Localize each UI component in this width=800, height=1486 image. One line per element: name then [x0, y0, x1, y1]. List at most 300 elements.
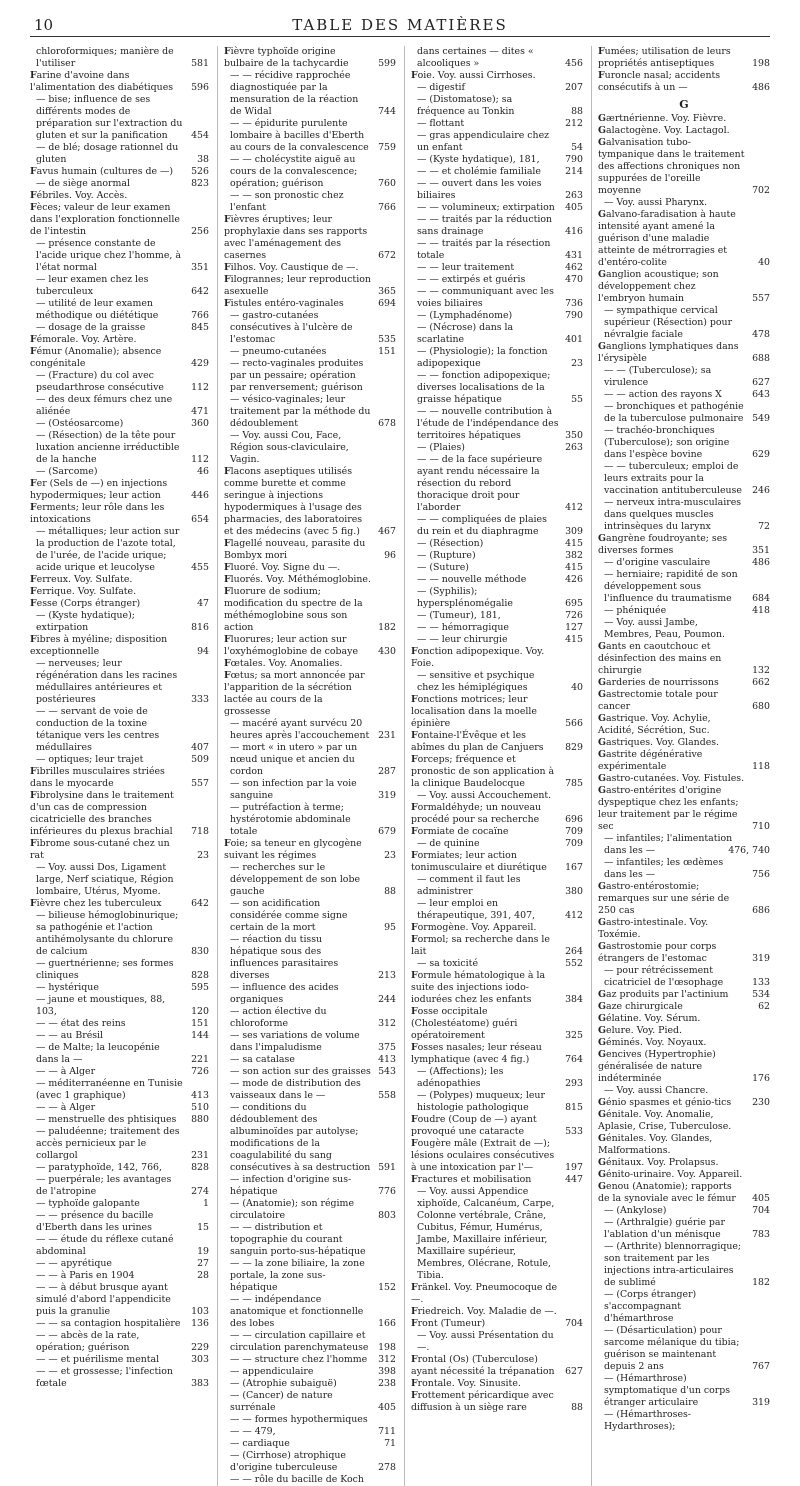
entry-text: — (Rupture) — [417, 550, 476, 561]
entry-text: Foudre (Coup de —) ayant provoqué une cataracte — [411, 1114, 537, 1137]
entry-text: Gastrectomie totale pour cancer — [598, 689, 718, 712]
entry-page-number: 263 — [565, 442, 583, 453]
entry-text: Fosse occipitale (Cholestéatome) guéri opératoirement — [411, 1006, 518, 1041]
index-entry — [411, 1090, 583, 1114]
entry-text: — présence constante de l'acide urique chez l'homme, à l'état normal — [36, 238, 181, 273]
entry-page-number: 72 — [758, 521, 770, 532]
entry-page-number: 405 — [565, 202, 583, 213]
entry-text: Fœtales. Voy. Anomalies. — [224, 658, 343, 669]
index-entry — [224, 934, 396, 982]
entry-text: — (Désarticulation) pour sarcome mélanique du tibia; guérison se maintenant depuis 2 ans — [604, 1325, 740, 1372]
entry-text: — — ouvert dans les voies biliaires — [417, 178, 542, 201]
entry-text: — son action sur des graisses — [230, 1066, 371, 1077]
entry-text: — — distribution et topographie du courant sanguin porto-sus-hépatique — [230, 1222, 366, 1257]
index-entry — [598, 833, 770, 857]
index-entry — [411, 94, 583, 118]
entry-text: — bise; influence de ses différents modes de préparation sur l'extraction du gluten et sur la panification — [36, 94, 183, 141]
entry-text: — infantiles; les œdèmes dans les — — [604, 857, 724, 880]
entry-page-number: 766 — [191, 310, 209, 321]
entry-text: Frontale. Voy. Sinusite. — [411, 1378, 521, 1389]
index-entry — [224, 634, 396, 658]
entry-text: — — sa contagion hospitalière — [36, 1318, 181, 1329]
entry-text: — Voy. aussi Présentation du —. — [417, 1330, 554, 1353]
entry-text: — — rôle du bacille de Koch — [230, 1474, 364, 1485]
index-entry — [411, 82, 583, 94]
index-entry — [411, 874, 583, 898]
entry-page-number: 230 — [752, 1097, 770, 1108]
index-entry — [224, 1006, 396, 1030]
entry-text: — puerpérale; les avantages de l'atropine — [36, 1174, 172, 1197]
entry-text: — (Cirrhose) atrophique d'origine tuberculeuse — [230, 1450, 346, 1473]
entry-text: — — nouvelle contribution à l'étude de l'indépendance des territoires hépatiques — [417, 406, 559, 441]
index-entry — [598, 209, 770, 269]
index-entry — [598, 425, 770, 461]
index-entry — [30, 322, 209, 334]
index-entry — [411, 1042, 583, 1066]
entry-text: Fränkel. Voy. Pneumocoque de —. — [411, 1282, 557, 1305]
entry-text: Fièvres éruptives; leur prophylaxie dans ses rapports avec l'aménagement des casernes — [224, 214, 368, 261]
index-entry — [224, 574, 396, 586]
entry-text: — de siège anormal — [36, 178, 131, 189]
entry-text: — (Nécrose) dans la scarlatine — [417, 322, 514, 345]
entry-text: — gras appendiculaire chez un enfant — [417, 130, 550, 153]
index-entry — [224, 46, 396, 70]
entry-text: Génitaux. Voy. Prolapsus. — [598, 1157, 719, 1168]
entry-page-number: 478 — [752, 329, 770, 340]
index-entry — [411, 346, 583, 370]
entry-page-number: 710 — [752, 821, 770, 832]
entry-text: — sa catalase — [230, 1054, 295, 1065]
entry-text: Filhos. Voy. Caustique de —. — [224, 262, 359, 273]
entry-text: Friedreich. Voy. Maladie de —. — [411, 1306, 557, 1317]
entry-page-number: 566 — [565, 718, 583, 729]
index-entry — [30, 166, 209, 178]
index-entry — [224, 538, 396, 562]
index-entry — [30, 1210, 209, 1234]
index-entry — [30, 1102, 209, 1114]
entry-text: Flagellé nouveau, parasite du Bombyx mori — [224, 538, 366, 561]
index-entry — [30, 346, 209, 370]
index-entry — [30, 1270, 209, 1282]
index-entry — [411, 202, 583, 214]
index-entry — [411, 898, 583, 922]
index-entry — [411, 646, 583, 670]
entry-page-number: 785 — [565, 778, 583, 789]
entry-text: — — cholécystite aiguë au cours de la convalescence; opération; guérison — [230, 154, 358, 189]
index-entry — [224, 1258, 396, 1294]
entry-text: — — de la face supérieure ayant rendu nécessaire la résection du rebord thoracique droit pour l'aborder — [417, 454, 543, 513]
entry-text: — (Résection) — [417, 538, 484, 549]
entry-page-number: 431 — [565, 250, 583, 261]
index-entry — [598, 1373, 770, 1409]
entry-page-number: 552 — [565, 958, 583, 969]
entry-text: — — leur traitement — [417, 262, 515, 273]
entry-text: — paludéenne; traitement des accès pernicieux par le collargol — [36, 1126, 180, 1161]
index-entry — [30, 478, 209, 502]
entry-page-number: 197 — [565, 1162, 583, 1173]
entry-page-number: 88 — [384, 886, 396, 897]
entry-page-number: 581 — [191, 58, 209, 69]
entry-text: — nerveux intra-musculaires dans quelques muscles intrinsèques du larynx — [604, 497, 742, 532]
index-entry — [411, 166, 583, 178]
index-entry — [30, 1126, 209, 1162]
index-entry — [30, 190, 209, 202]
entry-text: — vésico-vaginales; leur traitement par la méthode du dédoublement — [230, 394, 371, 429]
index-entry — [30, 994, 209, 1018]
entry-text: — des deux fémurs chez une aliénée — [36, 394, 173, 417]
index-entry — [30, 238, 209, 274]
entry-text: — (Arthralgie) guérie par l'ablation d'un ménisque — [604, 1217, 725, 1240]
entry-page-number: 704 — [565, 1318, 583, 1329]
entry-text: Fibrolysine dans le traitement d'un cas de compression cicatricielle des branches inférieures du plexus brachial — [30, 790, 174, 837]
entry-page-number: 684 — [752, 593, 770, 604]
index-entry — [224, 274, 396, 298]
index-entry — [598, 461, 770, 497]
entry-text: Fluorés. Voy. Méthémoglobine. — [224, 574, 371, 585]
entry-text: Galvano-faradisation à haute intensité ayant amené la guérison d'une maladie atteinte de métrorragies et d'entéro-colite — [598, 209, 736, 268]
index-entry — [411, 838, 583, 850]
index-entry — [598, 773, 770, 785]
entry-text: — (Tumeur), 181, — [417, 610, 501, 621]
entry-page-number: 558 — [378, 1090, 396, 1101]
entry-text: Gastrique. Voy. Achylie, Acidité, Sécrétion, Suc. — [598, 713, 711, 736]
entry-text: — action élective du chloroforme — [230, 1006, 327, 1029]
entry-page-number: 182 — [378, 622, 396, 633]
entry-text: Génitale. Voy. Anomalie, Aplasie, Crise, Tuberculose. — [598, 1109, 732, 1132]
entry-page-number: 455 — [191, 562, 209, 573]
index-entry — [598, 497, 770, 533]
entry-page-number: 595 — [191, 982, 209, 993]
entry-text: Gencives (Hypertrophie) généralisée de nature indéterminée — [598, 1049, 716, 1084]
index-entry — [598, 389, 770, 401]
entry-page-number: 88 — [571, 1402, 583, 1413]
entry-text: Fistules entéro-vaginales — [224, 298, 344, 309]
index-entry — [411, 1114, 583, 1138]
index-entry — [30, 658, 209, 706]
index-entry — [411, 46, 583, 70]
entry-text: — — état des reins — [36, 1018, 126, 1029]
index-entry — [598, 137, 770, 197]
entry-text: Formiate de cocaïne — [411, 826, 509, 837]
entry-page-number: 767 — [752, 1361, 770, 1372]
entry-page-number: 71 — [384, 1438, 396, 1449]
entry-text: — nerveuses; leur régénération dans les racines médullaires antérieures et postérieures — [36, 658, 178, 705]
index-entry — [30, 370, 209, 394]
entry-page-number: 642 — [191, 286, 209, 297]
index-entry — [224, 562, 396, 574]
entry-text: — Voy. aussi Jambe, Membres, Peau, Poumon. — [604, 617, 726, 640]
index-entry — [224, 898, 396, 934]
entry-text: — typhoïde galopante — [36, 1198, 140, 1209]
entry-text: Foie; sa teneur en glycogène suivant les régimes — [224, 838, 362, 861]
entry-page-number: 360 — [191, 418, 209, 429]
entry-page-number: 726 — [191, 1066, 209, 1077]
entry-page-number: 325 — [565, 1030, 583, 1041]
entry-text: — ses variations de volume dans l'impaludisme — [230, 1030, 360, 1053]
entry-text: — pour rétrécissement cicatriciel de l'œsophage — [604, 965, 724, 988]
index-entry — [411, 934, 583, 958]
entry-text: — — et grossesse; l'infection fœtale — [36, 1366, 173, 1389]
entry-page-number: 828 — [191, 970, 209, 981]
entry-text: — — traités par la résection totale — [417, 238, 551, 261]
index-entry — [411, 1282, 583, 1306]
entry-text: — — épidurite purulente lombaire à bacilles d'Eberth au cours de la convalescence — [230, 118, 369, 153]
entry-text: — macéré ayant survécu 20 heures après l'accouchement — [230, 718, 370, 741]
entry-page-number: 319 — [378, 790, 396, 801]
entry-page-number: 38 — [197, 154, 209, 165]
index-entry — [598, 1289, 770, 1325]
entry-text: Formule hématologique à la suite des injections iodo-iodurées chez les enfants — [411, 970, 546, 1005]
entry-text: — herniaire; rapidité de son développement sous l'influence du traumatisme — [604, 569, 738, 604]
entry-page-number: 198 — [378, 1342, 396, 1353]
entry-page-number: 118 — [752, 761, 770, 772]
index-entry — [411, 262, 583, 274]
entry-page-number: 828 — [191, 1162, 209, 1173]
entry-text: — (Distomatose); sa fréquence au Tonkin — [417, 94, 515, 117]
entry-page-number: 103 — [191, 1306, 209, 1317]
entry-page-number: 456 — [565, 58, 583, 69]
entry-page-number: 596 — [191, 82, 209, 93]
index-column-2 — [217, 46, 396, 1486]
index-entry — [30, 298, 209, 322]
entry-page-number: 46 — [197, 466, 209, 477]
index-entry — [598, 689, 770, 713]
index-entry — [598, 1025, 770, 1037]
entry-text: — digestif — [417, 82, 465, 93]
entry-page-number: 176 — [752, 1073, 770, 1084]
entry-text: — — leur chirurgie — [417, 634, 508, 645]
index-entry — [411, 1354, 583, 1378]
entry-page-number: 688 — [752, 353, 770, 364]
index-entry — [30, 1366, 209, 1390]
entry-text: — — traités par la réduction sans drainage — [417, 214, 553, 237]
entry-text: Formol; sa recherche dans le lait — [411, 934, 550, 957]
index-entry — [411, 1378, 583, 1390]
entry-text: — (Fracture) du col avec pseudarthrose consécutive — [36, 370, 164, 393]
entry-page-number: 415 — [565, 538, 583, 549]
entry-text: — — volumineux; extirpation — [417, 202, 555, 213]
entry-text: — (Lymphadénome) — [417, 310, 513, 321]
entry-text: — (Hémarthroses-Hydarthroses); — [604, 1409, 691, 1432]
entry-text: — trachéo-bronchiques (Tuberculose); son origine dans l'espèce bovine — [604, 425, 730, 460]
index-entry — [598, 70, 770, 94]
entry-text: — métalliques; leur action sur la production de l'azote total, de l'urée, de l'acide urique; acide urique et leucolyse — [36, 526, 180, 573]
entry-page-number: 412 — [565, 910, 583, 921]
index-entry — [598, 1241, 770, 1289]
index-entry — [224, 1414, 396, 1426]
entry-text: Fluorures; leur action sur l'oxyhémoglobine de cobaye — [224, 634, 358, 657]
entry-text: Fièvre typhoïde origine bulbaire de la tachycardie — [224, 46, 349, 69]
entry-text: — — hémorragique — [417, 622, 509, 633]
entry-page-number: 416 — [565, 226, 583, 237]
entry-page-number: 278 — [378, 1462, 396, 1473]
index-entry — [224, 190, 396, 214]
entry-page-number: 229 — [191, 1342, 209, 1353]
entry-text: — guertnérienne; ses formes cliniques — [36, 958, 174, 981]
entry-text: — bronchiques et pathogénie de la tuberculose pulmonaire — [604, 401, 744, 424]
index-entry — [30, 1318, 209, 1330]
entry-page-number: 365 — [378, 286, 396, 297]
entry-text: — appendiculaire — [230, 1366, 314, 1377]
index-entry — [411, 1066, 583, 1090]
entry-text: Filogrannes; leur reproduction asexuelle — [224, 274, 371, 297]
entry-text: — paratyphoïde, 142, 766, — [36, 1162, 162, 1173]
entry-text: Fébriles. Voy. Accès. — [30, 190, 128, 201]
entry-page-number: 309 — [565, 526, 583, 537]
entry-page-number: 303 — [191, 1354, 209, 1365]
entry-text: — Voy. aussi Accouchement. — [417, 790, 552, 801]
entry-text: — hystérique — [36, 982, 99, 993]
entry-page-number: 413 — [378, 1054, 396, 1065]
index-entry — [598, 1169, 770, 1181]
index-entry — [598, 1001, 770, 1013]
entry-text: — — abcès de la rate, opération; guérison — [36, 1330, 140, 1353]
entry-text: Fluoré. Voy. Signe du —. — [224, 562, 341, 573]
index-entry — [598, 269, 770, 305]
index-entry — [411, 850, 583, 874]
entry-text: — optiques; leur trajet — [36, 754, 144, 765]
index-entry — [411, 958, 583, 970]
entry-page-number: 182 — [752, 1277, 770, 1288]
entry-page-number: 319 — [752, 1397, 770, 1408]
entry-text: — leur examen chez les tuberculeux — [36, 274, 149, 297]
index-entry — [224, 838, 396, 862]
entry-page-number: 263 — [565, 190, 583, 201]
entry-page-number: 426 — [565, 574, 583, 585]
index-entry — [411, 1306, 583, 1318]
entry-page-number: 696 — [565, 814, 583, 825]
entry-text: Ferrique. Voy. Sulfate. — [30, 586, 137, 597]
entry-page-number: 429 — [191, 358, 209, 369]
entry-text: — sa toxicité — [417, 958, 478, 969]
index-entry — [598, 125, 770, 137]
entry-page-number: 133 — [752, 977, 770, 988]
index-entry — [30, 1162, 209, 1174]
entry-page-number: 151 — [378, 346, 396, 357]
index-entry — [598, 1409, 770, 1433]
entry-text: Fémorale. Voy. Artère. — [30, 334, 137, 345]
entry-text: — — formes hypothermiques — [230, 1414, 368, 1425]
entry-page-number: 412 — [565, 502, 583, 513]
index-entry — [411, 550, 583, 562]
index-entry — [30, 1234, 209, 1258]
entry-text: dans certaines — dites « alcooliques » — [417, 46, 534, 69]
entry-text: — flottant — [417, 118, 465, 129]
entry-page-number: 557 — [191, 778, 209, 789]
entry-text: — — communiquant avec les voies biliaires — [417, 286, 554, 309]
entry-page-number: 454 — [191, 130, 209, 141]
index-entry — [30, 46, 209, 70]
index-entry — [598, 965, 770, 989]
index-entry — [411, 826, 583, 838]
entry-page-number: 534 — [752, 989, 770, 1000]
entry-page-number: 62 — [758, 1001, 770, 1012]
section-letter: G — [679, 98, 689, 111]
entry-page-number: 319 — [752, 953, 770, 964]
entry-text: — de blé; dosage rationnel du gluten — [36, 142, 179, 165]
entry-text: — — (Tuberculose); sa virulence — [604, 365, 712, 388]
index-entry — [224, 310, 396, 346]
index-entry — [224, 1378, 396, 1390]
entry-text: Favus humain (cultures de —) — [30, 166, 174, 177]
entry-page-number: 535 — [378, 334, 396, 345]
index-entry — [411, 610, 583, 622]
entry-text: Foie. Voy. aussi Cirrhoses. — [411, 70, 536, 81]
entry-page-number: 94 — [197, 646, 209, 657]
index-entry — [411, 322, 583, 346]
index-entry — [30, 94, 209, 142]
entry-text: Fœtus; sa mort annoncée par l'apparition de la sécrétion lactée au cours de la grossesse — [224, 670, 365, 717]
entry-text: — bilieuse hémoglobinurique; sa pathogénie et l'action antihémolysante du chlorure de calcium — [36, 910, 179, 957]
index-entry — [411, 622, 583, 634]
entry-page-number: 244 — [378, 994, 396, 1005]
index-entry — [598, 917, 770, 941]
entry-page-number: 533 — [565, 1126, 583, 1137]
entry-text: — pneumo-cutanées — [230, 346, 327, 357]
index-entry — [598, 1133, 770, 1157]
entry-text: Génitales. Voy. Glandes, Malformations. — [598, 1133, 713, 1156]
index-entry — [598, 605, 770, 617]
entry-text: Fibrilles musculaires striées dans le myocarde — [30, 766, 165, 789]
index-entry — [30, 418, 209, 430]
entry-text: — — indépendance anatomique et fonctionnelle des lobes — [230, 1294, 364, 1329]
entry-text: — infantiles; l'alimentation dans les — — [604, 833, 733, 856]
index-entry — [411, 454, 583, 514]
index-entry — [598, 1205, 770, 1217]
entry-page-number: 401 — [565, 334, 583, 345]
entry-page-number: 816 — [191, 622, 209, 633]
entry-text: Fer (Sels de —) en injections hypodermiques; leur action — [30, 478, 168, 501]
index-entry — [598, 713, 770, 737]
entry-page-number: 407 — [191, 742, 209, 753]
entry-page-number: 467 — [378, 526, 396, 537]
entry-page-number: 112 — [191, 454, 209, 465]
index-entry — [411, 214, 583, 238]
entry-text: Fractures et mobilisation — [411, 1174, 532, 1185]
entry-text: Galvanisation tubo-tympanique dans le traitement des affections chroniques non suppurées de l'oreille moyenne — [598, 137, 745, 196]
index-entry — [411, 70, 583, 82]
entry-page-number: 744 — [378, 106, 396, 117]
entry-text: Formogène. Voy. Appareil. — [411, 922, 537, 933]
index-entry — [598, 785, 770, 833]
index-entry — [411, 286, 583, 310]
index-entry — [598, 401, 770, 425]
entry-page-number: 470 — [565, 274, 583, 285]
index-entry — [598, 569, 770, 605]
index-entry — [411, 370, 583, 406]
index-entry — [411, 586, 583, 610]
entry-page-number: 790 — [565, 154, 583, 165]
entry-page-number: 312 — [378, 1354, 396, 1365]
index-entry — [224, 862, 396, 898]
index-entry — [411, 922, 583, 934]
index-entry — [411, 634, 583, 646]
index-entry — [30, 502, 209, 526]
entry-text: Fémur (Anomalie); absence congénitale — [30, 346, 162, 369]
entry-text: Fibres à myéline; disposition exceptionnelle — [30, 634, 168, 657]
index-entry — [30, 1354, 209, 1366]
index-entry — [224, 802, 396, 838]
index-entry — [598, 1181, 770, 1205]
index-entry — [30, 202, 209, 238]
entry-text: Furoncle nasal; accidents consécutifs à un — — [598, 70, 721, 93]
entry-page-number: 418 — [752, 605, 770, 616]
entry-text: — (Hémarthrose) symptomatique d'un corps étranger articulaire — [604, 1373, 731, 1408]
entry-text: — (Atrophie subaiguë) — [230, 1378, 337, 1389]
entry-text: — — tuberculeux; emploi de leurs extraits pour la vaccination antituberculeuse — [604, 461, 742, 496]
entry-page-number: 845 — [191, 322, 209, 333]
index-entry — [30, 958, 209, 982]
